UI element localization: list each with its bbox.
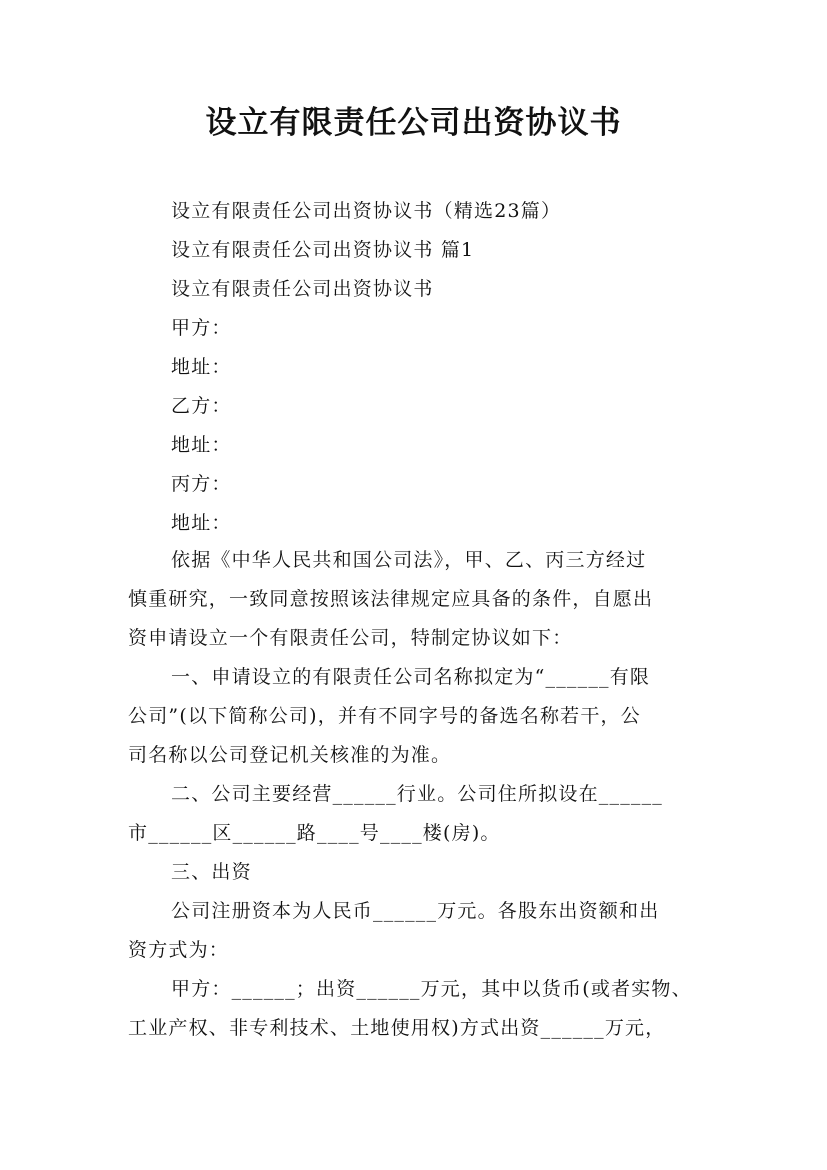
paragraph-line: 慎重研究，一致同意按照该法律规定应具备的条件，自愿出 <box>128 588 654 610</box>
paragraph-line: 资申请设立一个有限责任公司，特制定协议如下： <box>128 627 573 649</box>
party-b-label: 乙方： <box>171 395 232 417</box>
paragraph-line: 市______区______路____号____楼(房)。 <box>128 822 501 844</box>
paragraph-line: 一、申请设立的有限责任公司名称拟定为“______有限 <box>171 666 651 688</box>
document-title: 设立有限责任公司出资协议书 <box>205 105 622 141</box>
paragraph-line: 设立有限责任公司出资协议书 <box>171 278 434 300</box>
paragraph-line: 依据《中华人民共和国公司法》，甲、乙、丙三方经过 <box>171 549 647 571</box>
paragraph-line: 二、公司主要经营______行业。公司住所拟设在______ <box>171 783 664 805</box>
party-c-label: 丙方： <box>171 473 232 495</box>
paragraph-line: 工业产权、非专利技术、土地使用权)方式出资______万元， <box>128 1017 666 1039</box>
section-heading: 三、出资 <box>171 861 252 883</box>
paragraph-line: 司名称以公司登记机关核准的为准。 <box>128 744 452 766</box>
paragraph-line: 设立有限责任公司出资协议书（精选23篇） <box>171 200 562 222</box>
paragraph-line: 公司注册资本为人民币______万元。各股东出资额和出 <box>171 900 660 922</box>
address-label: 地址： <box>171 512 232 534</box>
paragraph-line: 公司”(以下简称公司)，并有不同字号的备选名称若干，公 <box>128 705 641 727</box>
paragraph-line: 甲方：______；出资______万元，其中以货币(或者实物、 <box>171 978 692 1000</box>
party-a-label: 甲方： <box>171 317 232 339</box>
paragraph-line: 资方式为： <box>128 939 230 961</box>
paragraph-line: 设立有限责任公司出资协议书 篇1 <box>171 239 475 261</box>
address-label: 地址： <box>171 434 232 456</box>
address-label: 地址： <box>171 356 232 378</box>
